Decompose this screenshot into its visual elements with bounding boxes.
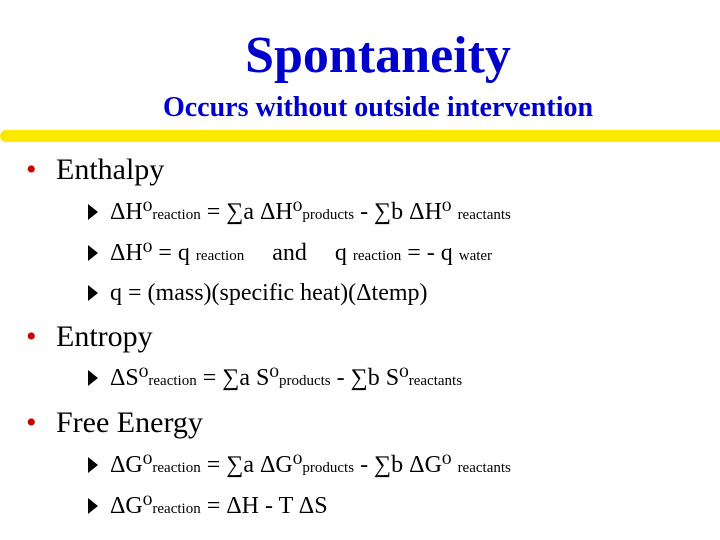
heading-entropy: Entropy [56,320,153,353]
arrow-right-icon [88,245,98,261]
equation-gibbs-sum: ΔG⁰reaction = ∑a ΔG⁰products - ∑b ΔG⁰ reactants [88,450,511,483]
equation-entropy-sum: ΔS⁰reaction = ∑a S⁰products - ∑b S⁰reactants [88,363,462,396]
heading-enthalpy: Enthalpy [56,153,165,186]
bullet-enthalpy [26,153,164,187]
bullet-free-energy [26,406,203,440]
slide-subtitle: Occurs without outside intervention [162,92,594,123]
arrow-right-icon [88,498,98,514]
arrow-right-icon [88,204,98,220]
heading-free-energy: Free Energy [56,406,203,439]
bullet-entropy [26,320,153,354]
equation-enthalpy-heat: ΔH⁰ = q reaction and q reaction = - q water [88,238,492,271]
bullet-dot-icon: • [26,320,37,353]
arrow-right-icon [88,370,98,386]
slide-title: Spontaneity [245,27,511,84]
arrow-right-icon [88,457,98,473]
bullet-dot-icon: • [26,153,37,186]
arrow-right-icon [88,285,98,301]
yellow-divider [0,130,720,142]
equation-gibbs-relation: ΔG⁰reaction = ΔH - T ΔS [88,491,328,524]
bullet-dot-icon: • [26,406,37,439]
equation-enthalpy-sum: ΔH⁰reaction = ∑a ΔH⁰products - ∑b ΔH⁰ reactants [88,197,511,230]
equation-heat-capacity: q = (mass)(specific heat)(Δtemp) [88,278,428,308]
